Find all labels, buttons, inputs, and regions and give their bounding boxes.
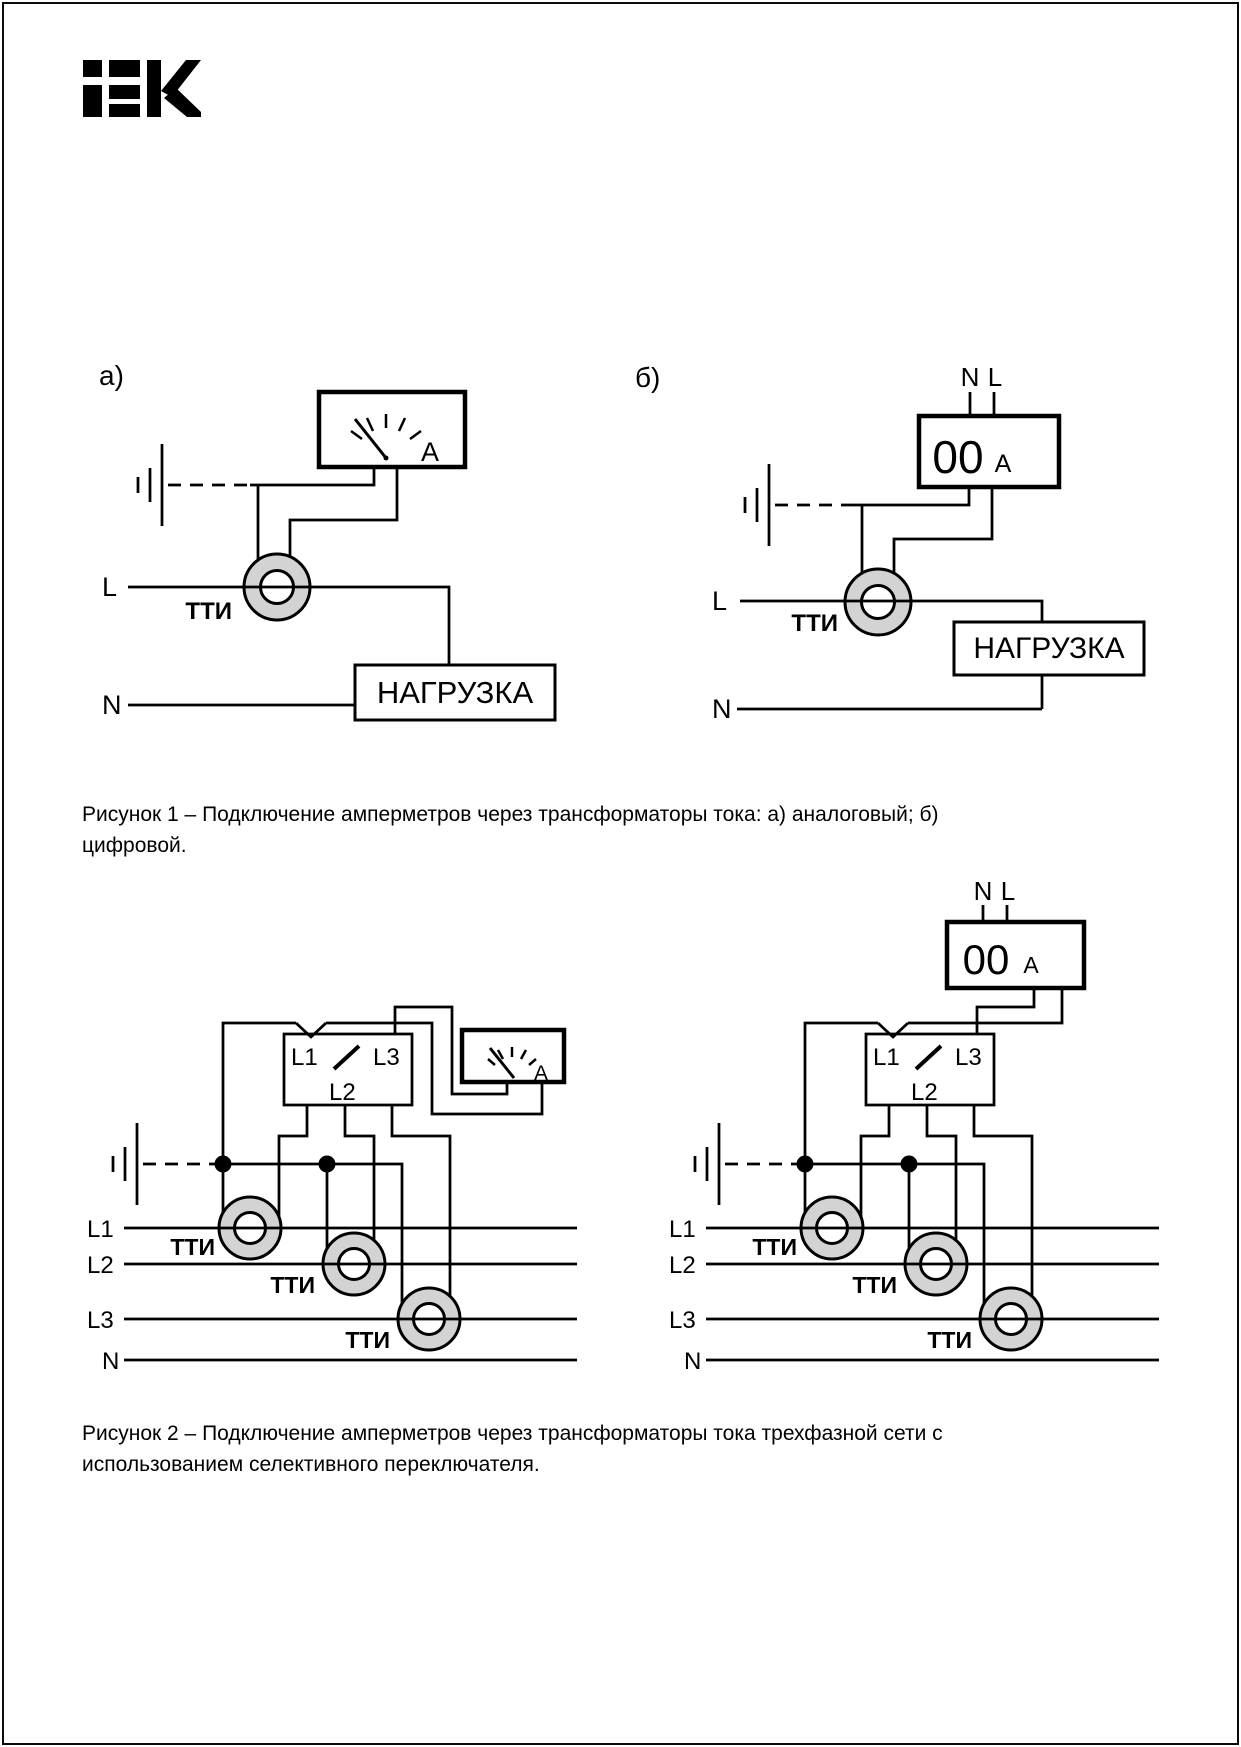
line-l-label: L xyxy=(102,572,118,602)
part-label-b: б) xyxy=(635,362,661,393)
line-n-label: N xyxy=(102,1348,120,1375)
ct-label: ТТИ xyxy=(852,1272,897,1298)
iek-logo xyxy=(83,60,201,117)
load-label: НАГРУЗКА xyxy=(973,632,1125,665)
meter-unit-label: А xyxy=(1023,952,1039,978)
ground-icon xyxy=(695,1123,719,1205)
line-n-label: N xyxy=(684,1348,702,1375)
ct-label: ТТИ xyxy=(791,610,838,637)
line-l1-label: L1 xyxy=(669,1216,696,1243)
figure-1b-digital xyxy=(635,362,1144,724)
load-label: НАГРУЗКА xyxy=(376,675,534,710)
switch-pos-l3: L3 xyxy=(955,1044,982,1071)
figure-1a-analog xyxy=(99,360,555,720)
figure-1-caption: Рисунок 1 – Подключение амперметров через трансформаторы тока: а) аналоговый; б) цифровой. xyxy=(82,803,939,857)
line-l-label: L xyxy=(712,586,728,616)
line-l2-label: L2 xyxy=(669,1252,696,1279)
terminal-n-label: N xyxy=(973,876,993,906)
terminal-n-label: N xyxy=(960,362,980,392)
secondary-wires xyxy=(852,487,992,574)
analog-ammeter-icon xyxy=(462,1030,564,1085)
part-label-a: а) xyxy=(99,360,124,391)
switch-pos-l2: L2 xyxy=(329,1079,356,1106)
phase-lines xyxy=(669,1216,1159,1375)
ct-label: ТТИ xyxy=(345,1327,390,1353)
line-n-label: N xyxy=(102,690,122,720)
meter-unit-label: А xyxy=(994,450,1012,478)
line-l3-label: L3 xyxy=(669,1307,696,1334)
figure-2-caption: Рисунок 2 – Подключение амперметров через трансформаторы тока трехфазной сети с использованием селективного переключателя. xyxy=(82,1422,943,1476)
ct-label: ТТИ xyxy=(927,1327,972,1353)
line-l1-label: L1 xyxy=(87,1216,114,1243)
digital-ammeter-icon xyxy=(947,922,1084,988)
meter-value: 00 xyxy=(962,936,1010,983)
switch-pos-l1: L1 xyxy=(291,1044,318,1071)
line-n-label: N xyxy=(712,694,732,724)
document-page xyxy=(2,2,1239,1745)
selector-switch xyxy=(284,1023,412,1106)
ground-icon xyxy=(113,1123,137,1205)
phase-lines xyxy=(87,1216,577,1375)
terminal-l-label: L xyxy=(1000,876,1016,906)
digital-ammeter-icon xyxy=(919,416,1059,487)
meter-unit-label: А xyxy=(533,1062,549,1085)
switch-pos-l1: L1 xyxy=(873,1044,900,1071)
ground-icon xyxy=(745,464,769,546)
line-l2-label: L2 xyxy=(87,1252,114,1279)
ground-icon xyxy=(138,444,162,526)
analog-ammeter-icon xyxy=(319,392,465,467)
ct-label: ТТИ xyxy=(185,598,232,625)
ct-label: ТТИ xyxy=(170,1234,215,1260)
switch-pos-l3: L3 xyxy=(373,1044,400,1071)
line-l3-label: L3 xyxy=(87,1307,114,1334)
meter-value: 00 xyxy=(932,431,984,483)
ct-label: ТТИ xyxy=(270,1272,315,1298)
meter-wires xyxy=(908,988,1062,1034)
ct-label: ТТИ xyxy=(752,1234,797,1260)
selector-switch xyxy=(866,1023,994,1106)
figure-2-left xyxy=(87,1007,577,1375)
meter-unit-label: А xyxy=(420,437,440,467)
figure-2-right xyxy=(669,876,1159,1375)
terminal-l-label: L xyxy=(987,362,1003,392)
secondary-wires xyxy=(250,467,397,562)
switch-pos-l2: L2 xyxy=(911,1079,938,1106)
